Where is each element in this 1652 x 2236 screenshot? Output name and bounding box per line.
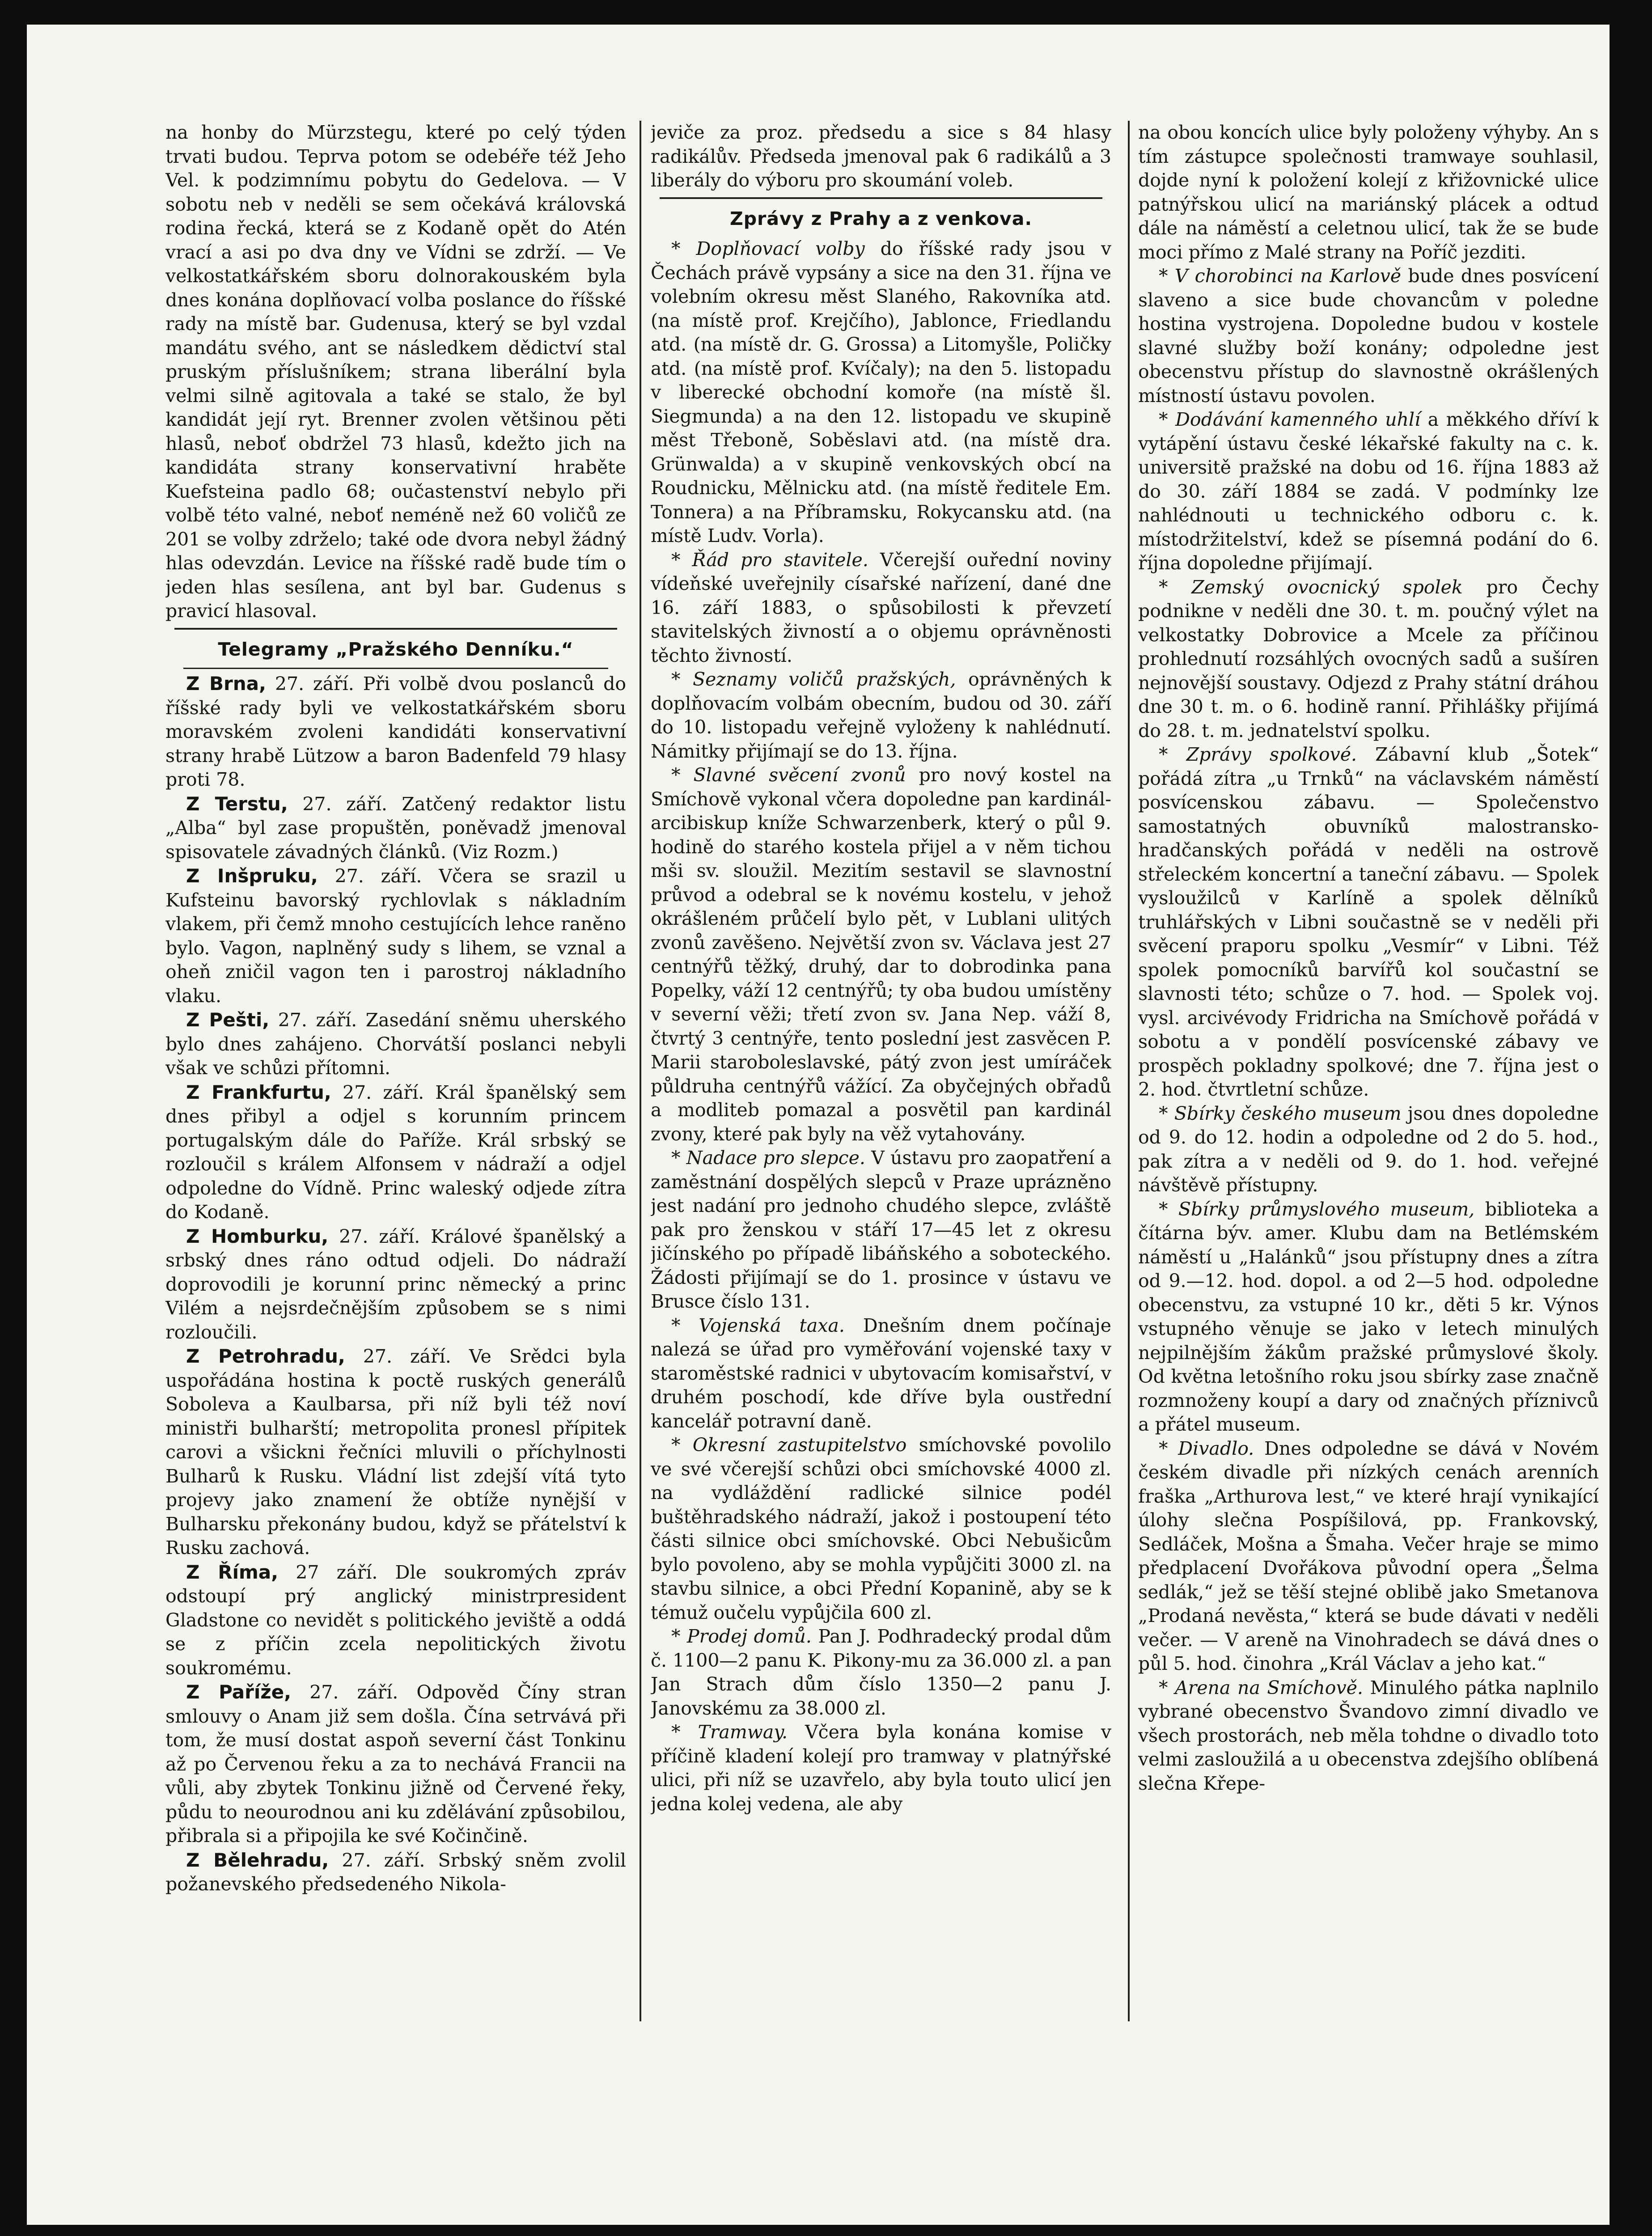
news-item: * Sbírky průmyslového museum, biblioteka a čítárna býv. amer. Klubu dam na Betlémském náměstí u „Halánků“ jsou přístupny dnes a zítra od 9.—12. hod. dopol. a od 2—5 hod. odpoledne obecenstvu, za vstupné 10 kr., děti 5 kr. Výnos vstupného věnuje se jako v letech minulých nejpilnějším žákům pražské průmyslové školy. Od května letošního roku jsou sbírky zase značně rozmnoženy koupí a dary od značných příznivců a přátel museum. <box>1138 1198 1599 1435</box>
news-item: * Zprávy spolkové. Zábavní klub „Šotek“ pořádá zítra „u Trnků“ na václavském náměstí posvícenskou zábavu. — Společenstvo samostatných obuvníků malostransko-hradčanských pořádá v neděli na ostrově střeleckém koncertní a taneční zábavu. — Spolek vysloužilců v Karlíně a spolek dělníků truhlářských v Libni součastně se v neděli při svěcení praporu spolku „Vesmír“ v Libni. Též spolek pomocníků barvířů kol součastní se slavnosti této; schůze o 7. hod. — Spolek voj. vysl. arcivévody Fridricha na Smíchově pořádá v sobotu a v pondělí posvícenské zábavy ve prospěch pokladny spolkové; dne 7. října jest o 2. hod. čtvrtletní schůze. <box>1138 744 1599 1100</box>
section-divider <box>174 628 617 630</box>
news-item: * Nadace pro slepce. V ústavu pro zaopatření a zaměstnání dospělých slepců v Praze uprázněno jest nadání pro jednoho chudého slepce, zvláště pak pro ženskou v stáří 17—45 let z okresu jičínského po případě libáňského a soboteckého. Žádosti přijímají se do 1. prosince v ústavu ve Brusce číslo 131. <box>651 1147 1111 1312</box>
telegram-item: Z Pešti, 27. září. Zasedání sněmu uherského bylo dnes zahájeno. Chorvátší poslanci nebyli však ve schůzi přítomni. <box>165 1009 626 1079</box>
telegram-item: Z Inšpruku, 27. září. Včera se srazil u Kufsteinu bavorský rychlovlak s nákladním vlakem, při čemž mnoho cestujících lehce raněno bylo. Vagon, naplněný sudy s lihem, se vznal a oheň zničil vagon ten i parostroj nákladního vlaku. <box>165 865 626 1007</box>
column-left <box>165 121 626 2039</box>
section-divider <box>183 668 608 669</box>
scan-border-bottom <box>0 2225 1652 2236</box>
telegram-item: Z Frankfurtu, 27. září. Král španělský sem dnes přibyl a odjel s korunním princem portugalským dále do Paříže. Král srbský se rozloučil s králem Alfonsem v nádraží a odjel odpoledne do Vídně. Princ waleský odjede zítra do Kodaně. <box>165 1081 626 1223</box>
scan-border-right <box>1610 0 1652 2236</box>
article-paragraph: na obou koncích ulice byly položeny výhyby. An s tím zástupce společnosti tramwaye souhlasil, dojde nyní k položení kolejí z křižovnické ulice patnýřskou ulicí na mariánský plácek a odtud dále na náměstí a celetnou ulicí, tak že se bude moci přímo z Malé strany na Poříč jezditi. <box>1138 122 1599 263</box>
article-paragraph: jeviče za proz. předsedu a sice s 84 hlasy radikálův. Předseda jmenoval pak 6 radikálů a 3 liberály do výboru pro skoumání voleb. <box>651 122 1111 191</box>
news-item: * Seznamy voličů pražských, oprávněných k doplňovacím volbám obecním, budou od 30. září do 10. listopadu veřejně vyloženy k nahlédnutí. Námitky přijímají se do 13. října. <box>651 669 1111 762</box>
news-item: * Řád pro stavitele. Včerejší ouřední noviny vídeňské uveřejnily císařské nařízení, dané dne 16. září 1883, o spůsobilosti k převzetí stavitelských živností a o objemu oprávněnosti těchto živností. <box>651 549 1111 666</box>
article-paragraph: na honby do Mürzstegu, které po celý týden trvati budou. Teprva potom se odebéře též Jeho Vel. k podzimnímu pobytu do Gedelova. — V sobotu neb v neděli se sem očekává královská rodina řecká, která se z Kodaně opět do Atén vrací a asi po dva dny ve Vídni se zdrží. — Ve velkostatkářském sboru dolnorakouském byla dnes konána doplňovací volba poslance do říšské rady na místě bar. Gudenusa, který se byl vzdal mandátu svého, ant se následkem dědictví stal pruským příslušníkem; strana liberální byla velmi silně agitovala a také se stalo, že byl kandidát její ryt. Brenner zvolen většinou pěti hlasů, neboť obdržel 73 hlasů, kdežto jich na kandidáta strany konservativní hraběte Kuefsteina padlo 68; oučastenství nebylo při volbě této valné, neboť neméně než 60 voličů ze 201 se volby zdrželo; také ode dvora nebyl žádný hlas odevzdán. Levice na říšské radě bude tím o jeden hlas sesílena, ant byl bar. Gudenus s pravicí hlasoval. <box>165 122 626 622</box>
section-divider <box>660 197 1102 199</box>
column-middle <box>651 121 1111 2039</box>
telegram-item: Z Homburku, 27. září. Králové španělský a srbský dnes ráno odtud odjeli. Do nádraží doprovodili je korunní princ německý a princ Vilém a nejsrdečnějším způsobem se s nimi rozloučili. <box>165 1225 626 1343</box>
news-item: * Tramway. Včera byla konána komise v příčině kladení kolejí pro tramway v platnýřské ulici, při níž se uzavřelo, aby byla touto ulicí jen jedna kolej vedena, ale aby <box>651 1721 1111 1815</box>
news-item: * Doplňovací volby do říšské rady jsou v Čechách právě vypsány a sice na den 31. října ve volebním okresu měst Slaného, Rakovníka atd. (na místě prof. Krejčího), Jablonce, Friedlandu atd. (na místě dr. G. Grossa) a Litomyšle, Poličky atd. (na místě prof. Kvíčaly); na den 5. listopadu v liberecké obchodní komoře (na místě šl. Siegmunda) a na den 12. listopadu ve skupině měst Třeboně, Soběslavi atd. (na místě dra. Grünwalda) a v skupině venkovských obcí na Roudnicku, Mělnicku atd. (na místě ředitele Em. Tonnera) a na Příbramsku, Rokycansku atd. (na místě Ludv. Vorla). <box>651 238 1111 546</box>
news-item: * Arena na Smíchově. Minulého pátka naplnilo vybrané obecenstvo Švandovo zimní divadlo ve všech prostorách, neb měla tohdne o divadlo toto velmi zasloužilá a u obecenstva zdejšího oblíbená slečna Křepe- <box>1138 1677 1599 1794</box>
telegram-item: Z Brna, 27. září. Při volbě dvou poslanců do říšské rady byli ve velkostatkářském sboru moravském zvoleni kandidáti konservativní strany hrabě Lützow a baron Badenfeld 79 hlasy proti 78. <box>165 673 626 790</box>
column-rule <box>1128 121 1130 2021</box>
telegram-item: Z Terstu, 27. září. Zatčený redaktor listu „Alba“ byl zase propuštěn, poněvadž jmenoval spisovatele závadných článků. (Viz Rozm.) <box>165 792 626 863</box>
column-rule <box>640 121 641 2021</box>
section-heading: Zprávy z Prahy a z venkova. <box>729 208 1033 229</box>
column-right <box>1138 121 1599 2039</box>
news-item: * Sbírky českého museum jsou dnes dopoledne od 9. do 12. hodin a odpoledne od 2 do 5. hod., pak zítra a v neděli od 9. do 1. hod. veřejné návštěvě přístupny. <box>1138 1102 1599 1196</box>
news-item: * Okresní zastupitelstvo smíchovské povolilo ve své včerejší schůzi obci smíchovské 4000 zl. na vydláždění radlické silnice podél buštěhradského nádraží, jakož i postoupení této části silnice obci smíchovské. Obci Nebušicům bylo povoleno, aby se mohla vypůjčiti 3000 zl. na stavbu silnice, a obci Přední Kopanině, aby se k témuž oučelu vypůjčila 600 zl. <box>651 1434 1111 1623</box>
news-item: * Prodej domů. Pan J. Podhradecký prodal dům č. 1100—2 panu K. Pikony-mu za 36.000 zl. a pan Jan Strach dům číslo 1350—2 panu J. Janovskému za 38.000 zl. <box>651 1626 1111 1719</box>
news-item: * Zemský ovocnický spolek pro Čechy podnikne v neděli dne 30. t. m. poučný výlet na velkostatky Dobrovice a Mcele za příčinou prohlednutí rozsáhlých ovocných sadů a sušíren nejnovější soustavy. Odjezd z Prahy státní dráhou dne 30 t. m. o 6. hodině ranní. Přihlášky přijímá do 28. t. m. jednatelství spolku. <box>1138 576 1599 741</box>
telegram-item: Z Bělehradu, 27. září. Srbský sněm zvolil požanevského předsedeného Nikola- <box>165 1849 626 1895</box>
news-item: * Slavné svěcení zvonů pro nový kostel na Smíchově vykonal včera dopoledne pan kardinál-arcibiskup kníže Schwarzenberk, který o půl 9. hodině do starého kostela přijel a v něm tichou mši sv. sloužil. Mezitím sestavil se slavnostní průvod a odebral se k novému kostelu, v jehož okrášleném průčelí bylo pět, v Lublani ulitých zvonů zavěšeno. Největší zvon sv. Václava jest 27 centnýřů těžký, druhý, dar to dobrodinka pana Popelky, váží 12 centnýřů; ty oba budou umístěny v severní věži; třetí zvon sv. Jana Nep. váží 8, čtvrtý 3 centnýře, tento poslední jest zasvěcen P. Marii staroboleslavské, pátý zvon jest umíráček půldruha centnýřů vážící. Za obyčejných obřadů a modliteb pomazal a posvětil pan kardinál zvony, které pak byly na věž vytahovány. <box>651 764 1111 1145</box>
scan-border-top <box>0 0 1652 25</box>
scan-border-left <box>0 0 27 2236</box>
telegram-item: Z Říma, 27 září. Dle soukromých zpráv odstoupí prý anglický ministrpresident Gladstone co nevidět s politického jeviště a oddá se z příčin zcela nepolitických životu soukromému. <box>165 1561 626 1679</box>
telegram-item: Z Paříže, 27. září. Odpověd Číny stran smlouvy o Anam již sem došla. Čína setrvává při tom, že musí dostat aspoň severní část Tonkinu až po Červenou řeku a za to nechává Francii na vůli, aby zbytek Tonkinu jižně od Červené řeky, půdu to neourodnou ani ku zdělávání způsobilou, přibrala si a připojila ke své Kočinčině. <box>165 1681 626 1846</box>
news-item: * Vojenská taxa. Dnešním dnem počínaje nalezá se úřad pro vyměřování vojenské taxy v staroměstské radnici v ubytovacím komisařství, v druhém poschodí, kde dříve byla oustřední kancelář potravní daně. <box>651 1314 1111 1432</box>
news-item: * Divadlo. Dnes odpoledne se dává v Novém českém divadle při nízkých cenách arenních fraška „Arthurova lest,“ ve které hrají vynikající úlohy slečna Pospíšilová, pp. Frankovský, Sedláček, Mošna a Šmaha. Večer hraje se mimo předplacení Dvořákova původní opera „Šelma sedlák,“ jež se těší stejné oblibě jako Smetanova „Prodaná nevěsta,“ která se bude dávati v neděli večer. — V areně na Vinohradech se dává dnes o půl 5. hod. činohra „Král Václav a jeho kat.“ <box>1138 1437 1599 1674</box>
news-item: * Dodávání kamenného uhlí a měkkého dříví k vytápění ústavu české lékařské fakulty na c. k. universitě pražské na dobu od 16. října 1883 až do 30. září 1884 se zadá. V podmínky lze nahlédnouti u technického odboru c. k. místodržitelství, kdež se písemná podání do 6. října dopoledne přijímají. <box>1138 409 1599 574</box>
telegram-item: Z Petrohradu, 27. září. Ve Srědci byla uspořádána hostina k poctě ruských generálů Soboleva a Kaulbarsa, při níž byli též noví ministři bulharští; metropolita pronesl přípitek carovi a všickni řečníci mluvili o příchylnosti Bulharů k Rusku. Vládní list zdejší vítá tyto projevy jako znamení že obtíže nynější v Bulharsku překonány budou, když se přátelství k Rusku zachová. <box>165 1345 626 1558</box>
news-item: * V chorobinci na Karlově bude dnes posvícení slaveno a sice bude chovancům v poledne hostina vystrojena. Dopoledne budou v kostele slavné služby boží konány; odpoledne jest obecenstvu přístup do slavnostně okrášlených místností ústavu povolen. <box>1138 265 1599 407</box>
section-heading: Telegramy „Pražského Denníku.“ <box>218 638 574 660</box>
